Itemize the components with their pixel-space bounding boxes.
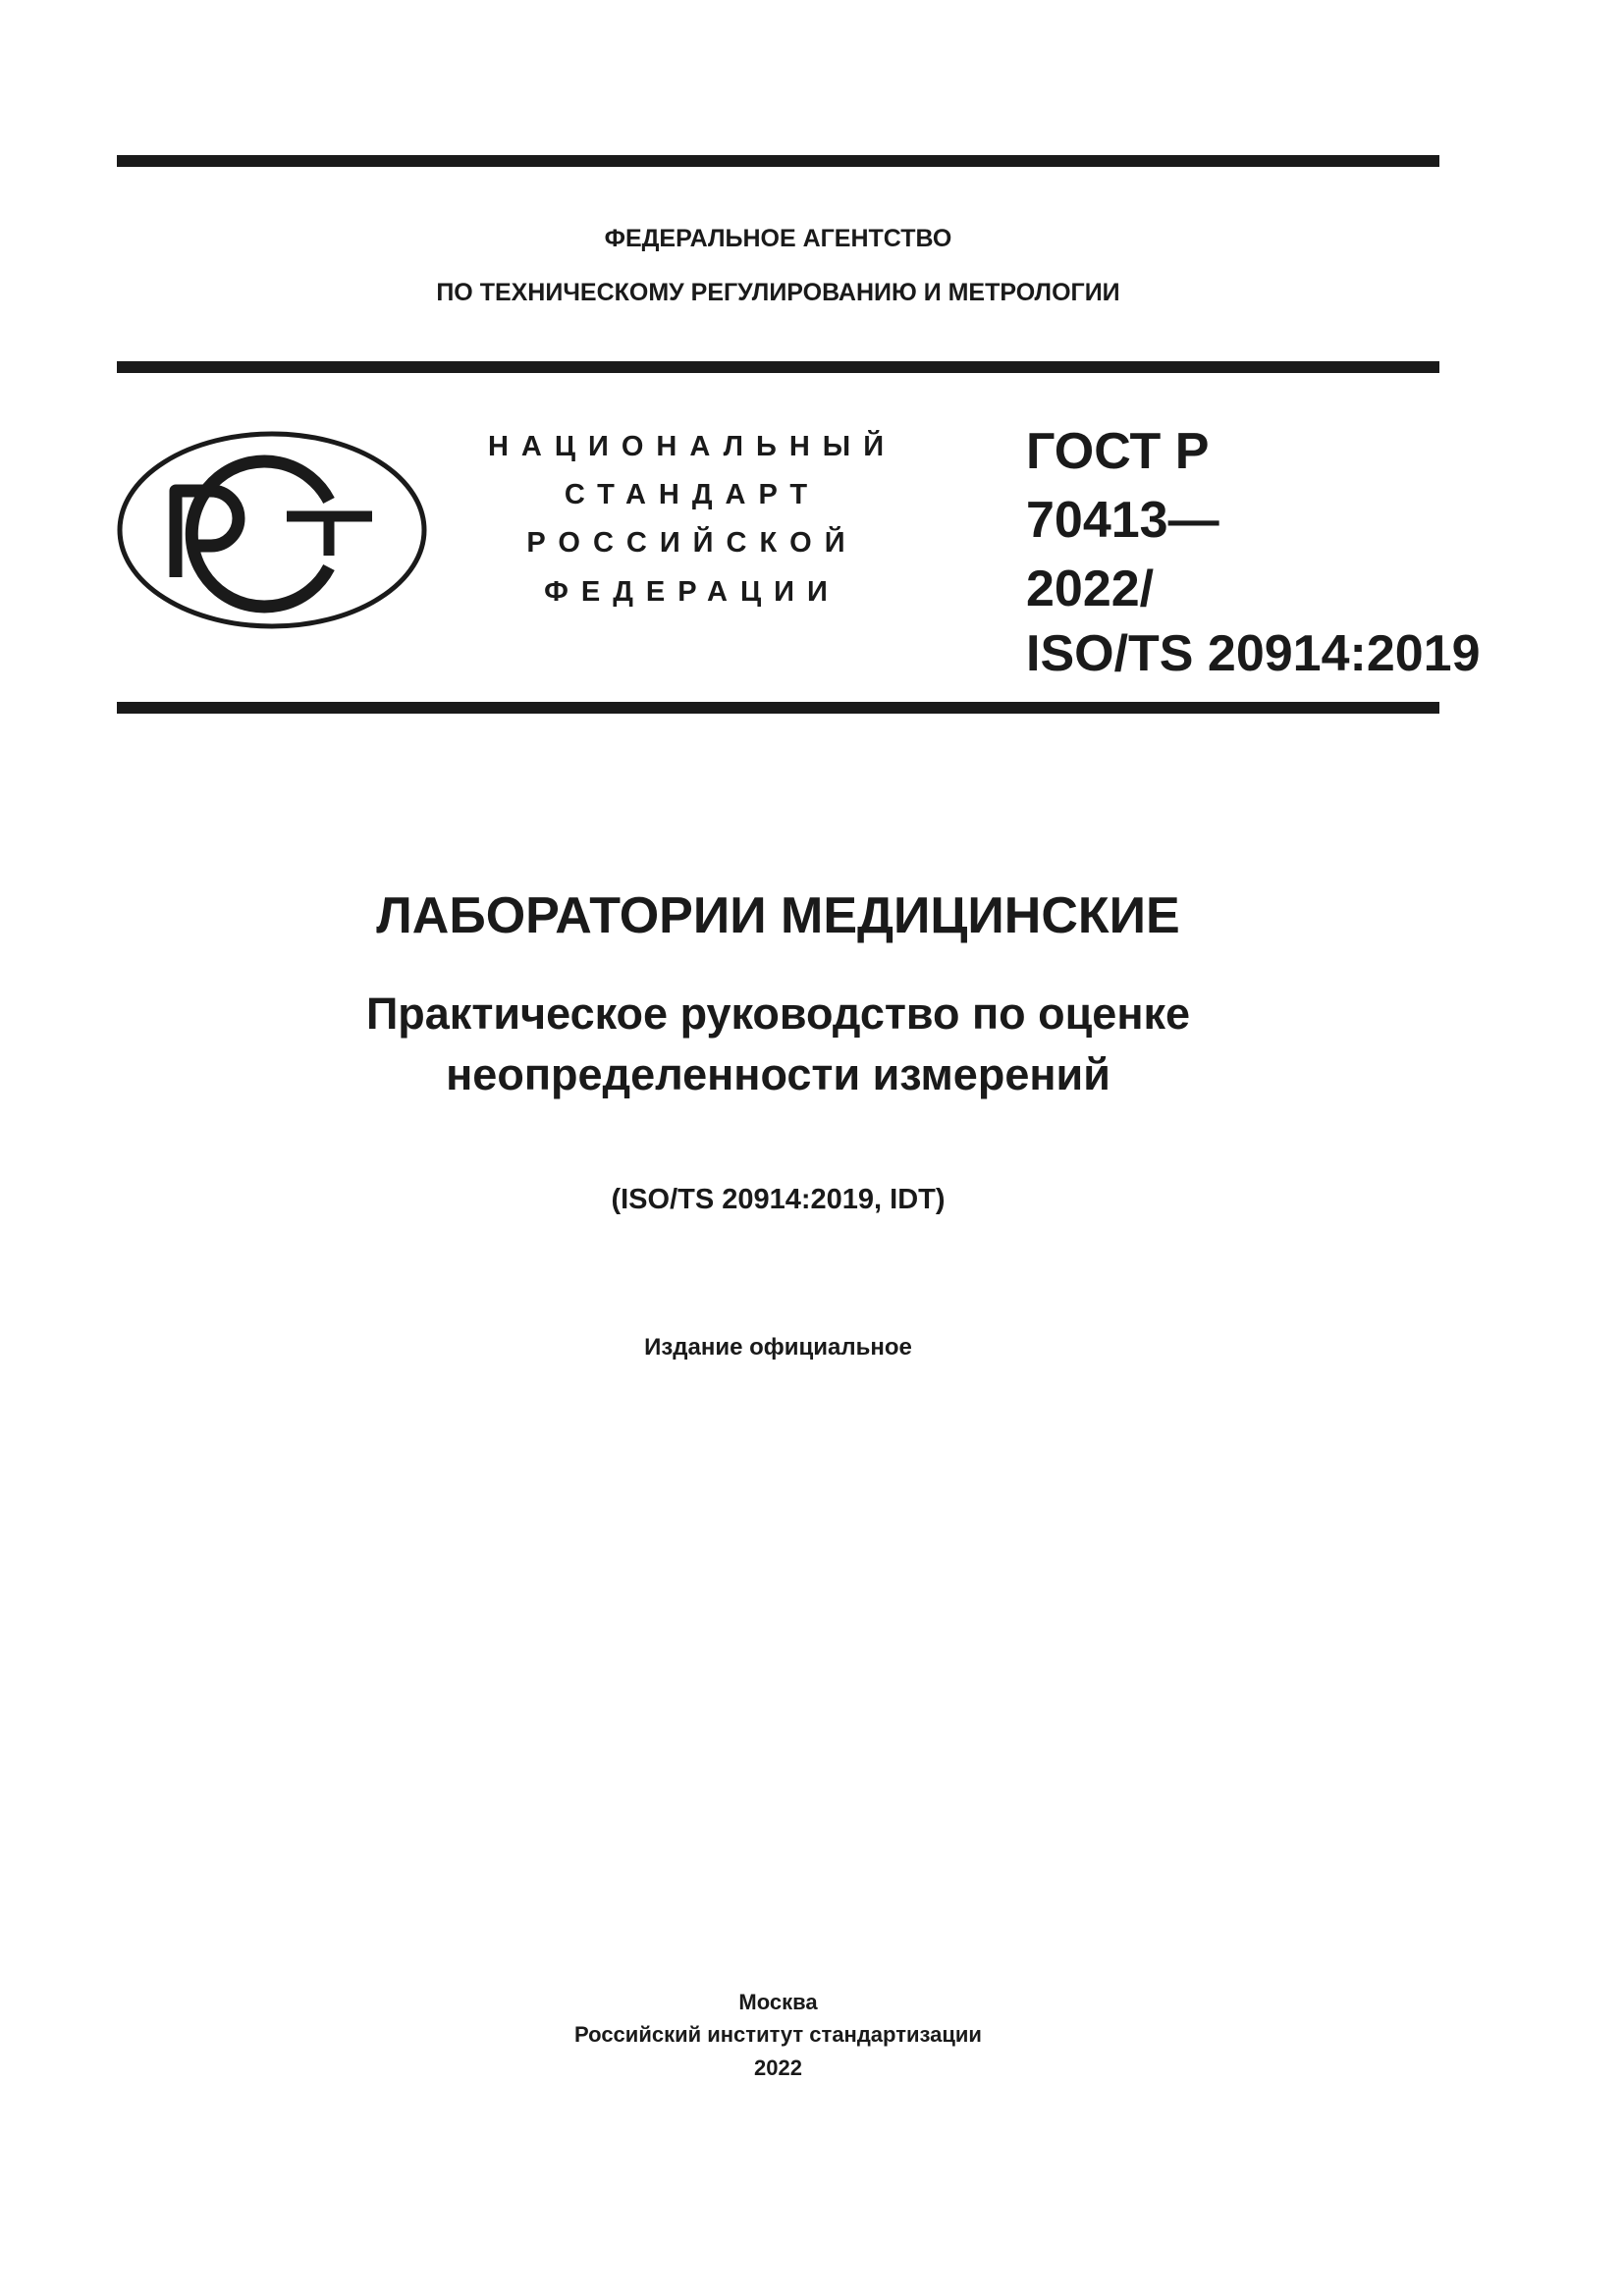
footer-city: Москва (738, 1990, 818, 2014)
national-standard-line3: РОССИЙСКОЙ (526, 527, 858, 559)
header-rule (117, 361, 1439, 373)
standard-designation-line1: ГОСТ Р (1026, 423, 1210, 480)
designation-rule (117, 702, 1439, 714)
footer-publisher: Российский институт стандартизации (574, 2022, 982, 2047)
national-standard-line2: СТАНДАРТ (564, 479, 821, 510)
standard-designation-line2: 70413— (1026, 492, 1219, 549)
standard-designation-line4: ISO/TS 20914:2019 (1026, 625, 1481, 682)
footer-year: 2022 (754, 2056, 802, 2080)
agency-name-line1: ФЕДЕРАЛЬНОЕ АГЕНТСТВО (604, 225, 952, 252)
top-rule (117, 155, 1439, 167)
agency-name-line2: ПО ТЕХНИЧЕСКОМУ РЕГУЛИРОВАНИЮ И МЕТРОЛОГИИ (436, 279, 1120, 306)
international-reference: (ISO/TS 20914:2019, IDT) (611, 1184, 946, 1215)
edition-label: Издание официальное (644, 1334, 912, 1361)
national-standard-line1: НАЦИОНАЛЬНЫЙ (487, 431, 897, 462)
document-title: ЛАБОРАТОРИИ МЕДИЦИНСКИЕ (376, 887, 1180, 944)
document-subtitle-line1: Практическое руководство по оценке (365, 988, 1191, 1039)
document-subtitle-line2: неопределенности измерений (446, 1049, 1110, 1099)
standard-designation-line3: 2022/ (1026, 561, 1155, 617)
rst-certification-mark-icon (115, 430, 429, 631)
national-standard-line4: ФЕДЕРАЦИИ (544, 576, 840, 608)
